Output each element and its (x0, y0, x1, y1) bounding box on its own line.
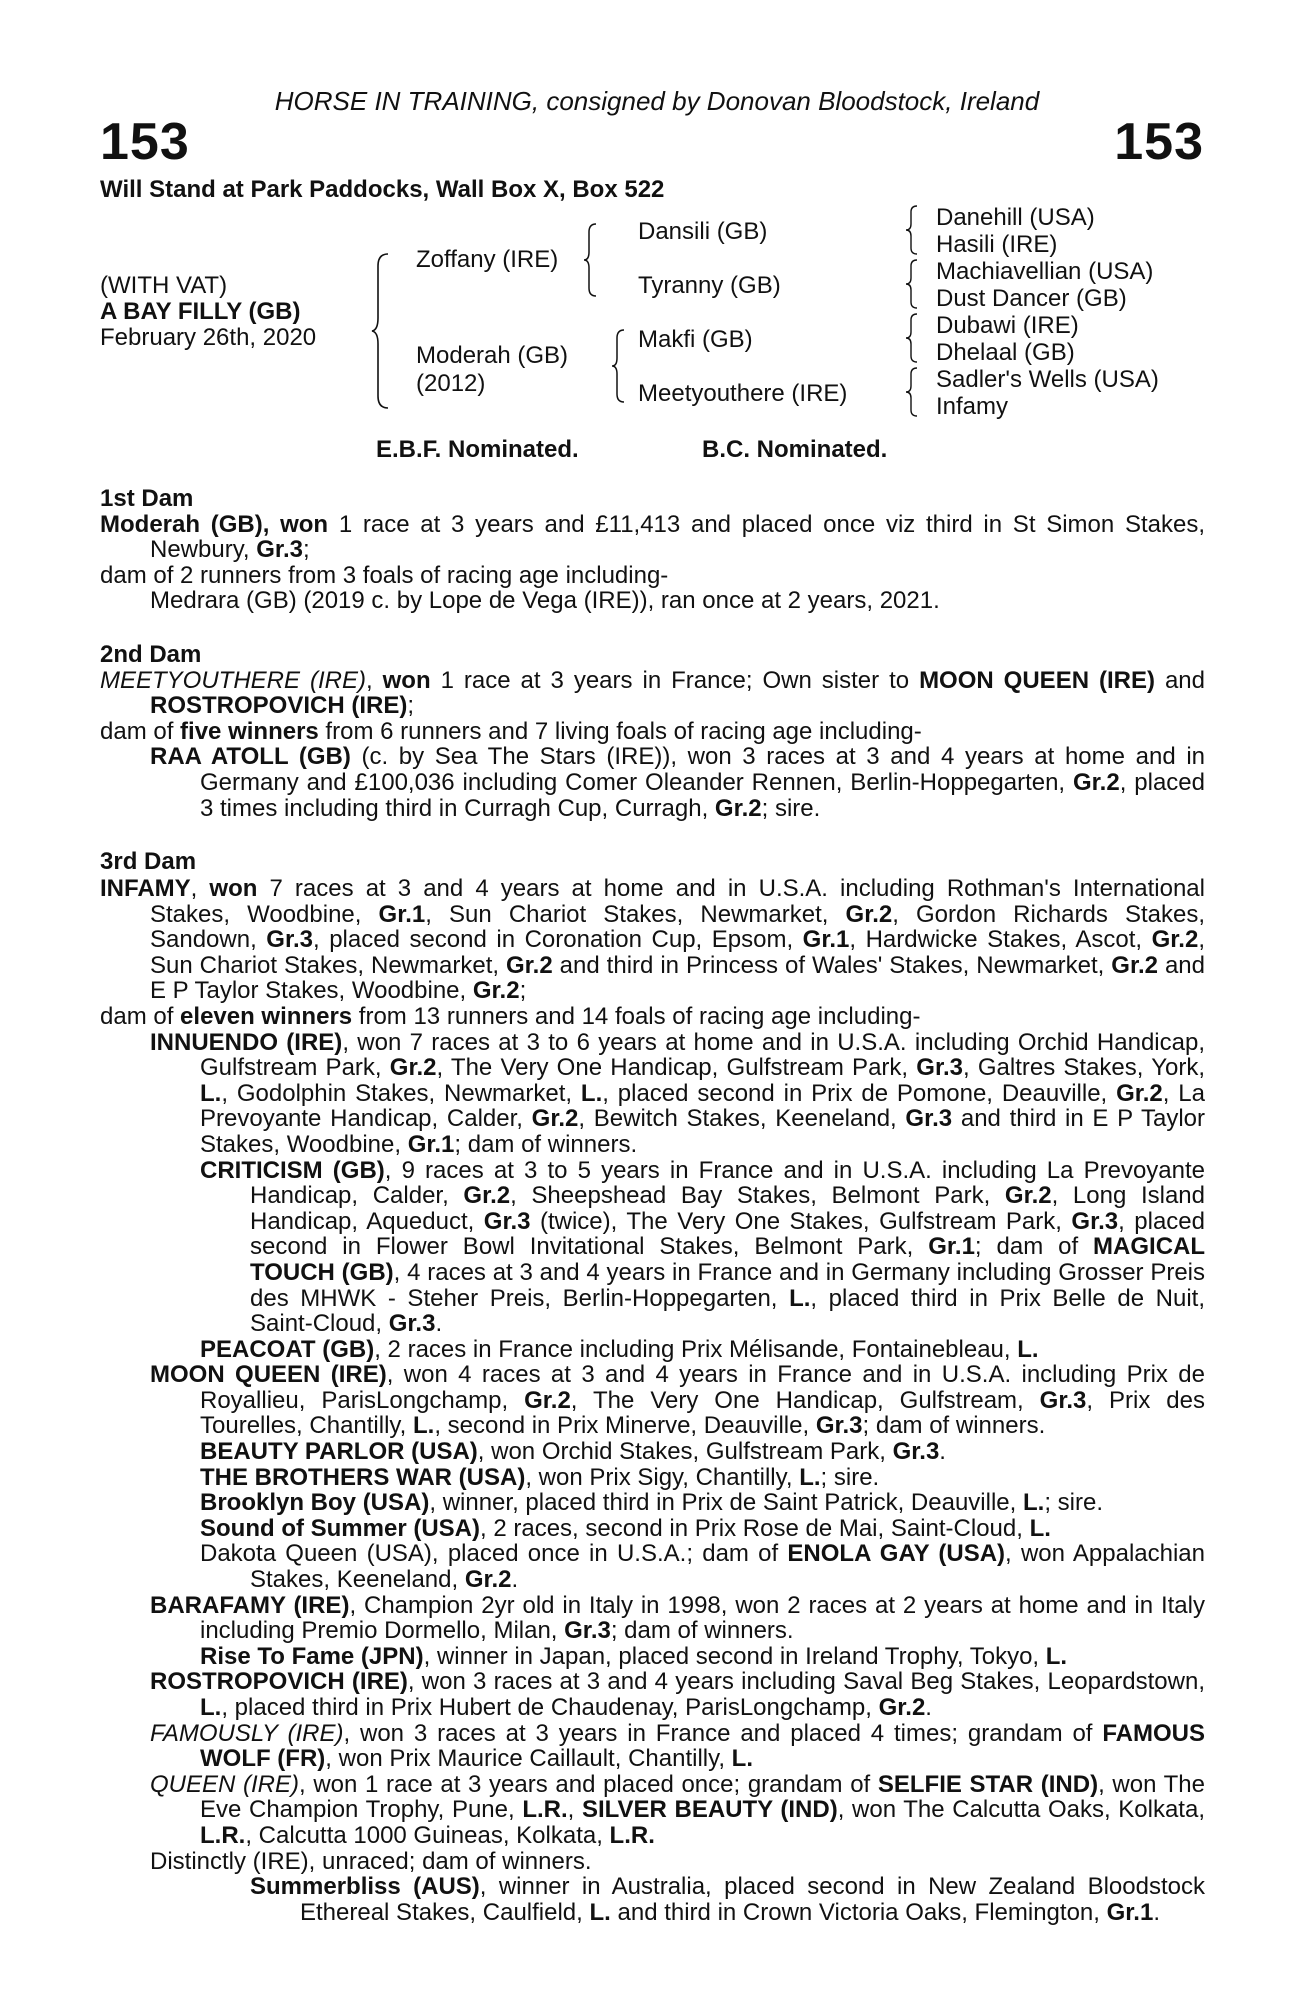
record-text: , second in Prix Minerve, Deauville, (434, 1412, 816, 1440)
brace-dd (904, 366, 920, 418)
bold-text: INFAMY (100, 875, 191, 902)
second-dam-heading: 2nd Dam (100, 640, 202, 668)
gg-7: Sadler's Wells (USA) (936, 366, 1159, 393)
dam-sire: Makfi (GB) (638, 326, 753, 353)
first-dam-name: Moderah (GB), won (100, 510, 329, 538)
third-dam-entry (100, 876, 1205, 1004)
dam: Moderah (GB) (416, 342, 569, 369)
third-dam-entry (100, 1849, 1205, 1875)
bold-text: L.R. (609, 1821, 655, 1849)
bc-nominated: B.C. Nominated. (702, 436, 888, 463)
dam-sections-top (100, 486, 1205, 875)
record-text: from 13 runners and 14 foals of racing age including- (352, 1002, 921, 1030)
record-text: , The Very One Handicap, Gulfstream, (570, 1386, 1040, 1414)
gg-8: Infamy (936, 393, 1009, 420)
bold-text: ROSTROPOVICH (IRE) (150, 1668, 408, 1696)
record-text: , won Orchid Stakes, Gulfstream Park, (477, 1438, 893, 1466)
record-text: , Prix des Tourelles, Chantilly, (200, 1386, 1205, 1440)
won-label: won (382, 666, 431, 694)
third-dam-entry (100, 1541, 1205, 1592)
punct: ; (407, 692, 415, 720)
record-text: Distinctly (IRE), unraced; dam of winners. (150, 1847, 592, 1875)
brace-ss (904, 204, 920, 256)
gg-3: Machiavellian (USA) (936, 258, 1154, 285)
record-text: , Sun Chariot Stakes, Newmarket, (425, 900, 846, 928)
record-text: , 4 races at 3 and 4 years in France and in Germany including Grosser Preis des MHWK - Steher Preis, Berlin-Hoppegarten, (250, 1258, 1206, 1312)
third-dam-entry (100, 1516, 1205, 1542)
bold-text: Gr.3 (916, 1054, 963, 1082)
bold-text: Brooklyn Boy (USA) (200, 1489, 430, 1517)
record-text: ; dam of winners. (610, 1617, 794, 1645)
record-text: , 9 races at 3 to 5 years in France and in U.S.A. including La Prevoyante Handicap, Calder, (250, 1156, 1206, 1210)
bold-text: Gr.1 (378, 900, 426, 928)
bold-text: BEAUTY PARLOR (USA) (200, 1438, 478, 1466)
ebf-nominated: E.B.F. Nominated. (376, 436, 579, 463)
record-text: , placed third in Prix Hubert de Chaudenay, ParisLongchamp, (221, 1694, 879, 1721)
brace-main (370, 252, 392, 410)
third-dam-entry (100, 1644, 1205, 1670)
bold-text: Gr.2 (463, 1182, 511, 1210)
bold-text: L. (1017, 1335, 1039, 1363)
bold-text: Gr.3 (905, 1105, 953, 1133)
bold-text: L. (412, 1412, 435, 1440)
second-dam-record (100, 668, 1205, 719)
bold-text: Summerbliss (AUS) (250, 1873, 480, 1901)
record-text: ; dam of (974, 1233, 1094, 1261)
bold-text: CRITICISM (GB) (200, 1156, 385, 1184)
bold-text: Gr.2 (845, 900, 893, 928)
horse-name-bold: RAA ATOLL (GB) (150, 743, 351, 771)
record-text: , 2 races in France including Prix Mélisande, Fontainebleau, (374, 1335, 1018, 1363)
record-text: and third in Princess of Wales' Stakes, Newmarket, (552, 951, 1112, 979)
third-dam-entry (100, 1772, 1205, 1849)
record-text: ; dam of winners. (862, 1412, 1046, 1440)
horse-name-bold: MOON QUEEN (IRE) (919, 666, 1155, 694)
bold-text: eleven winners (180, 1002, 353, 1030)
bold-text: Gr.2 (1151, 926, 1199, 954)
bold-text: BARAFAMY (IRE) (150, 1591, 350, 1619)
brace-dam (610, 328, 628, 404)
third-dam-entry (100, 1362, 1205, 1439)
bold-text: MAGICAL TOUCH (GB) (250, 1233, 1206, 1286)
record-text: , Bewitch Stakes, Keeneland, (578, 1105, 906, 1133)
punct: , (365, 666, 383, 694)
record-text: , Gordon Richards Stakes, Sandown, (150, 900, 1205, 954)
bold-text: L. (731, 1745, 753, 1773)
bold-text: L. (580, 1079, 603, 1107)
record-text: , Champion 2yr old in Italy in 1998, won 2 races at 2 years at home and in Italy including Premio Dormello, Milan, (200, 1591, 1205, 1645)
bold-text: Gr.3 (388, 1310, 436, 1338)
record-text: , (567, 1796, 582, 1824)
record-text: , Galtres Stakes, York, (962, 1054, 1206, 1082)
bold-text: L.R. (522, 1796, 568, 1824)
record-text: , Hardwicke Stakes, Ascot, (849, 926, 1152, 954)
bold-text: Gr.2 (531, 1105, 579, 1133)
bold-text: Gr.2 (524, 1386, 571, 1414)
bold-text: Gr.3 (266, 926, 313, 954)
third-dam-entry (100, 1593, 1205, 1644)
bold-text: L. (1022, 1489, 1045, 1517)
record-text: , won Appalachian Stakes, Keeneland, (250, 1540, 1206, 1594)
horse-name: A BAY FILLY (GB) (100, 298, 301, 325)
record-text: , Sun Chariot Stakes, Newmarket, (150, 926, 1205, 979)
third-dam-entry (100, 1490, 1205, 1516)
brace-ds (904, 312, 920, 364)
bold-text: L. (589, 1898, 611, 1926)
bold-text: MOON QUEEN (IRE) (150, 1361, 387, 1389)
bold-text: Gr.3 (892, 1438, 940, 1466)
record-text: ; (519, 977, 527, 1005)
second-dam-name: MEETYOUTHERE (IRE) (100, 666, 366, 694)
record-text: . (435, 1310, 443, 1338)
record-text: and (1155, 666, 1206, 694)
lot-number-left: 153 (100, 113, 190, 171)
record-text: ; sire. (1044, 1489, 1103, 1517)
record-text: , Calcutta 1000 Guineas, Kolkata, (245, 1821, 610, 1849)
record-text: , Sheepshead Bay Stakes, Belmont Park, (510, 1182, 1005, 1210)
record-text: and third in Crown Victoria Oaks, Flemington, (610, 1898, 1107, 1926)
gg-1: Danehill (USA) (936, 204, 1095, 231)
sire: Zoffany (IRE) (416, 246, 559, 273)
record-text: , (190, 875, 210, 902)
bold-text: SILVER BEAUTY (IND) (581, 1796, 838, 1824)
record-text: , winner, placed third in Prix de Saint Patrick, Deauville, (429, 1489, 1023, 1517)
grade: Gr.2 (714, 794, 762, 822)
record-text: , Godolphin Stakes, Newmarket, (221, 1079, 581, 1107)
bold-text: Rise To Fame (JPN) (200, 1642, 424, 1670)
vat-note: (WITH VAT) (100, 272, 228, 299)
record-text: , placed second in Flower Bowl Invitational Stakes, Belmont Park, (250, 1207, 1205, 1261)
third-dam-entry (100, 1465, 1205, 1491)
bold-text: Gr.1 (1106, 1898, 1154, 1926)
record-text: , won Prix Maurice Caillault, Chantilly, (325, 1745, 732, 1773)
third-dam-entry (100, 1158, 1205, 1337)
bold-text: ENOLA GAY (USA) (787, 1540, 1006, 1568)
record-text: ; dam of winners. (454, 1130, 638, 1158)
record-text: and E P Taylor Stakes, Woodbine, (150, 951, 1205, 1005)
winners-count: five winners (180, 717, 319, 745)
third-dam-entry (100, 1874, 1205, 1925)
gg-2: Hasili (IRE) (936, 231, 1058, 258)
third-dam-entry (100, 1669, 1205, 1720)
third-dam-entry (100, 1439, 1205, 1465)
record-text: , La Prevoyante Handicap, Calder, (200, 1079, 1206, 1133)
bold-text: SELFIE STAR (IND) (877, 1770, 1099, 1798)
record-text: and third in E P Taylor Stakes, Woodbine, (200, 1105, 1205, 1158)
dam-dam: Meetyouthere (IRE) (638, 380, 848, 407)
bold-text: Gr.2 (1116, 1079, 1163, 1107)
record-text: ; sire. (761, 794, 821, 822)
second-dam-produce (100, 719, 1205, 745)
record-text: from 6 runners and 7 living foals of racing age including- (318, 717, 922, 745)
third-dam-heading: 3rd Dam (100, 848, 197, 876)
record-text: , won 7 races at 3 to 6 years at home and in U.S.A. including Orchid Handicap, Gulfstream Park, (200, 1028, 1205, 1082)
record-text: , placed 3 times including third in Curragh Cup, Curragh, (200, 768, 1205, 822)
record-text: , placed third in Prix Belle de Nuit, Saint-Cloud, (250, 1284, 1206, 1338)
bold-text: Gr.1 (802, 926, 850, 954)
lot-number-right: 153 (1114, 113, 1204, 171)
record-text: , Long Island Handicap, Aqueduct, (250, 1182, 1206, 1235)
third-dam-entry (100, 1004, 1205, 1030)
record-text: 7 races at 3 and 4 years at home and in U.S.A. including Rothman's International Stakes, Woodbine, (150, 875, 1205, 928)
bold-text: L. (799, 1463, 821, 1491)
bold-text: Gr.1 (407, 1130, 455, 1158)
page-header: HORSE IN TRAINING, consigned by Donovan Bloodstock, Ireland (274, 86, 1040, 116)
bold-text: Gr.2 (1004, 1182, 1052, 1210)
first-dam-foal: Medrara (GB) (2019 c. by Lope de Vega (IRE)), ran once at 2 years, 2021. (150, 587, 940, 615)
gg-5: Dubawi (IRE) (936, 312, 1079, 339)
record-text: ; sire. (820, 1463, 880, 1491)
italic-text: QUEEN (IRE) (150, 1770, 299, 1798)
record-text: , winner in Australia, placed second in New Zealand Bloodstock Ethereal Stakes, Caulfield, (300, 1873, 1205, 1926)
third-dam-entry (100, 1721, 1205, 1772)
bold-text: L.R. (200, 1821, 246, 1849)
first-dam-produce: dam of 2 runners from 3 foals of racing age including- (100, 561, 669, 589)
bold-text: L. (789, 1284, 811, 1312)
bold-text: Gr.2 (464, 1566, 512, 1594)
horse-dob: February 26th, 2020 (100, 324, 317, 351)
brace-sire (582, 222, 600, 298)
record-text: (twice), The Very One Stakes, Gulfstream Park, (530, 1207, 1072, 1235)
grade: Gr.3 (256, 536, 303, 564)
bold-text: FAMOUS WOLF (FR) (200, 1719, 1206, 1773)
bold-text: Gr.2 (878, 1694, 926, 1721)
record-text: . (925, 1694, 932, 1721)
gg-6: Dhelaal (GB) (936, 339, 1075, 366)
first-dam-heading: 1st Dam (100, 485, 194, 512)
third-dam-entry (100, 1337, 1205, 1363)
punct: ; (302, 536, 310, 564)
record-text: , won 3 races at 3 and 4 years including Saval Beg Stakes, Leopardstown, (407, 1668, 1205, 1696)
record-text: (c. by Sea The Stars (IRE)), won 3 races at 3 and 4 years at home and in Germany and £100,036 including Comer Oleander Rennen, Berlin-Hoppegarten, (200, 743, 1205, 796)
bold-text: Gr.2 (1111, 951, 1158, 979)
third-dam-entry (100, 1030, 1205, 1158)
record-text: , 2 races, second in Prix Rose de Mai, Saint-Cloud, (480, 1514, 1030, 1542)
bold-text: INNUENDO (IRE) (150, 1028, 343, 1056)
bold-text: L. (1029, 1514, 1051, 1542)
bold-text: Gr.2 (389, 1054, 437, 1082)
record-text: 1 race at 3 years in France; Own sister to (430, 666, 920, 694)
bold-text: L. (200, 1694, 222, 1721)
first-dam-text: 1 race at 3 years and £11,413 and placed once viz third in St Simon Stakes, Newbury, (150, 510, 1205, 564)
bold-text: Gr.3 (564, 1617, 611, 1645)
sire-dam: Tyranny (GB) (638, 272, 781, 299)
record-text: . (1153, 1898, 1160, 1926)
third-dam-body (100, 876, 1205, 1925)
first-dam-record (100, 512, 1205, 563)
record-text: . (511, 1566, 519, 1594)
stand-location: Will Stand at Park Paddocks, Wall Box X, Box 522 (100, 176, 665, 203)
bold-text: THE BROTHERS WAR (USA) (200, 1463, 526, 1491)
bold-text: Gr.3 (1071, 1207, 1119, 1235)
second-dam-foal (100, 744, 1205, 821)
record-text: , won Prix Sigy, Chantilly, (525, 1463, 800, 1491)
bold-text: Gr.2 (506, 951, 553, 979)
record-text: , won The Eve Champion Trophy, Pune, (200, 1770, 1206, 1824)
bold-text: Gr.3 (1039, 1386, 1087, 1414)
bold-text: Gr.3 (483, 1207, 531, 1235)
record-text: , won The Calcutta Oaks, Kolkata, (837, 1796, 1205, 1824)
record-text: dam of (100, 1002, 181, 1030)
record-text: Dakota Queen (USA), placed once in U.S.A.; dam of (200, 1540, 788, 1568)
record-text: , winner in Japan, placed second in Ireland Trophy, Tokyo, (423, 1642, 1046, 1670)
record-text: , The Very One Handicap, Gulfstream Park, (436, 1054, 917, 1082)
sire-sire: Dansili (GB) (638, 218, 768, 245)
bold-text: L. (200, 1079, 222, 1107)
bold-text: won (209, 875, 258, 902)
grade: Gr.2 (1073, 768, 1120, 796)
record-text: . (939, 1438, 946, 1466)
bold-text: PEACOAT (GB) (200, 1335, 375, 1363)
bold-text: Gr.1 (928, 1233, 975, 1261)
bold-text: L. (1045, 1642, 1068, 1670)
horse-name-bold: ROSTROPOVICH (IRE) (150, 692, 408, 720)
record-text: , placed second in Coronation Cup, Epsom, (312, 926, 803, 954)
record-text: , won 3 races at 3 years in France and placed 4 times; grandam of (343, 1719, 1103, 1747)
record-text: dam of (100, 717, 181, 745)
brace-sd (904, 258, 920, 310)
bold-text: Sound of Summer (USA) (200, 1514, 480, 1542)
dam-year: (2012) (416, 370, 486, 397)
bold-text: Gr.2 (472, 977, 520, 1005)
record-text: , placed second in Prix de Pomone, Deauville, (602, 1079, 1117, 1107)
italic-text: FAMOUSLY (IRE) (150, 1719, 344, 1747)
record-text: , won 4 races at 3 and 4 years in France and in U.S.A. including Prix de Royallieu, ParisLongchamp, (200, 1361, 1205, 1414)
gg-4: Dust Dancer (GB) (936, 285, 1127, 312)
record-text: , won 1 race at 3 years and placed once; grandam of (299, 1770, 878, 1798)
bold-text: Gr.3 (815, 1412, 863, 1440)
